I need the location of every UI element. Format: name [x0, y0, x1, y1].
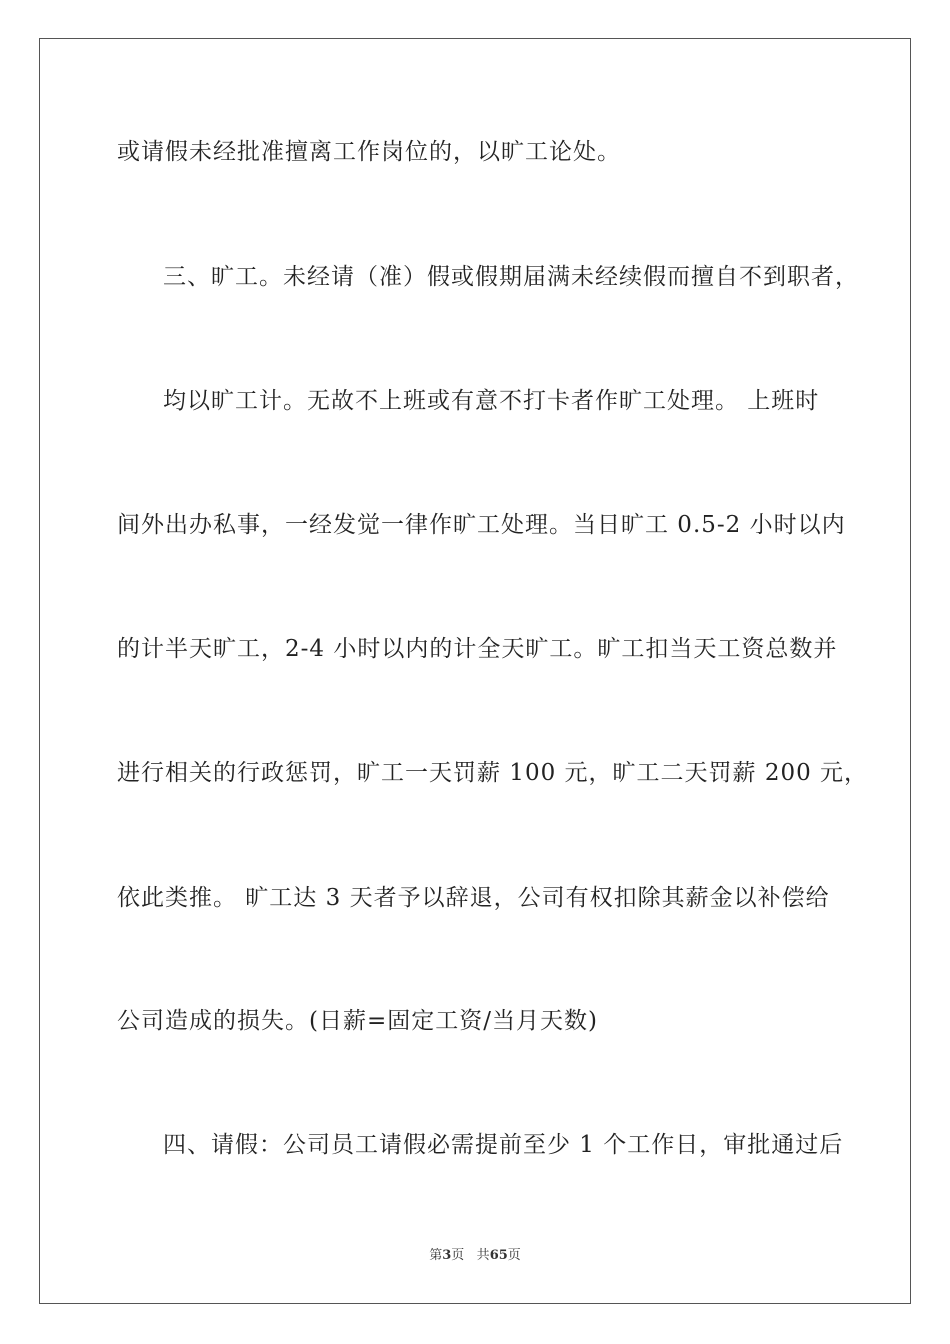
body-line-7: 依此类推。 旷工达 3 天者予以辞退，公司有权扣除其薪金以补偿给	[117, 885, 830, 911]
body-line-2: 三、旷工。未经请（准）假或假期届满未经续假而擅自不到职者，	[163, 264, 859, 290]
footer-total-suffix: 页	[507, 1248, 521, 1263]
body-line-4: 间外出办私事，一经发觉一律作旷工处理。当日旷工 0.5-2 小时以内	[117, 512, 846, 538]
footer-total-prefix: 共	[476, 1248, 490, 1263]
body-line-3: 均以旷工计。无故不上班或有意不打卡者作旷工处理。 上班时	[163, 388, 820, 414]
footer-prefix: 第	[429, 1248, 443, 1263]
body-line-5: 的计半天旷工，2-4 小时以内的计全天旷工。旷工扣当天工资总数并	[117, 636, 838, 662]
body-line-9: 四、请假：公司员工请假必需提前至少 1 个工作日，审批通过后	[163, 1132, 844, 1158]
page-footer	[0, 1247, 950, 1265]
footer-page-number: 3	[442, 1248, 452, 1263]
footer-total-pages: 65	[489, 1248, 508, 1263]
body-line-1: 或请假未经批准擅离工作岗位的，以旷工论处。	[117, 139, 621, 165]
page-border	[39, 38, 911, 1304]
footer-page-suffix: 页	[451, 1248, 465, 1263]
body-line-8: 公司造成的损失。(日薪=固定工资/当月天数)	[117, 1008, 598, 1034]
body-line-6: 进行相关的行政惩罚，旷工一天罚薪 100 元，旷工二天罚薪 200 元，	[117, 760, 869, 786]
